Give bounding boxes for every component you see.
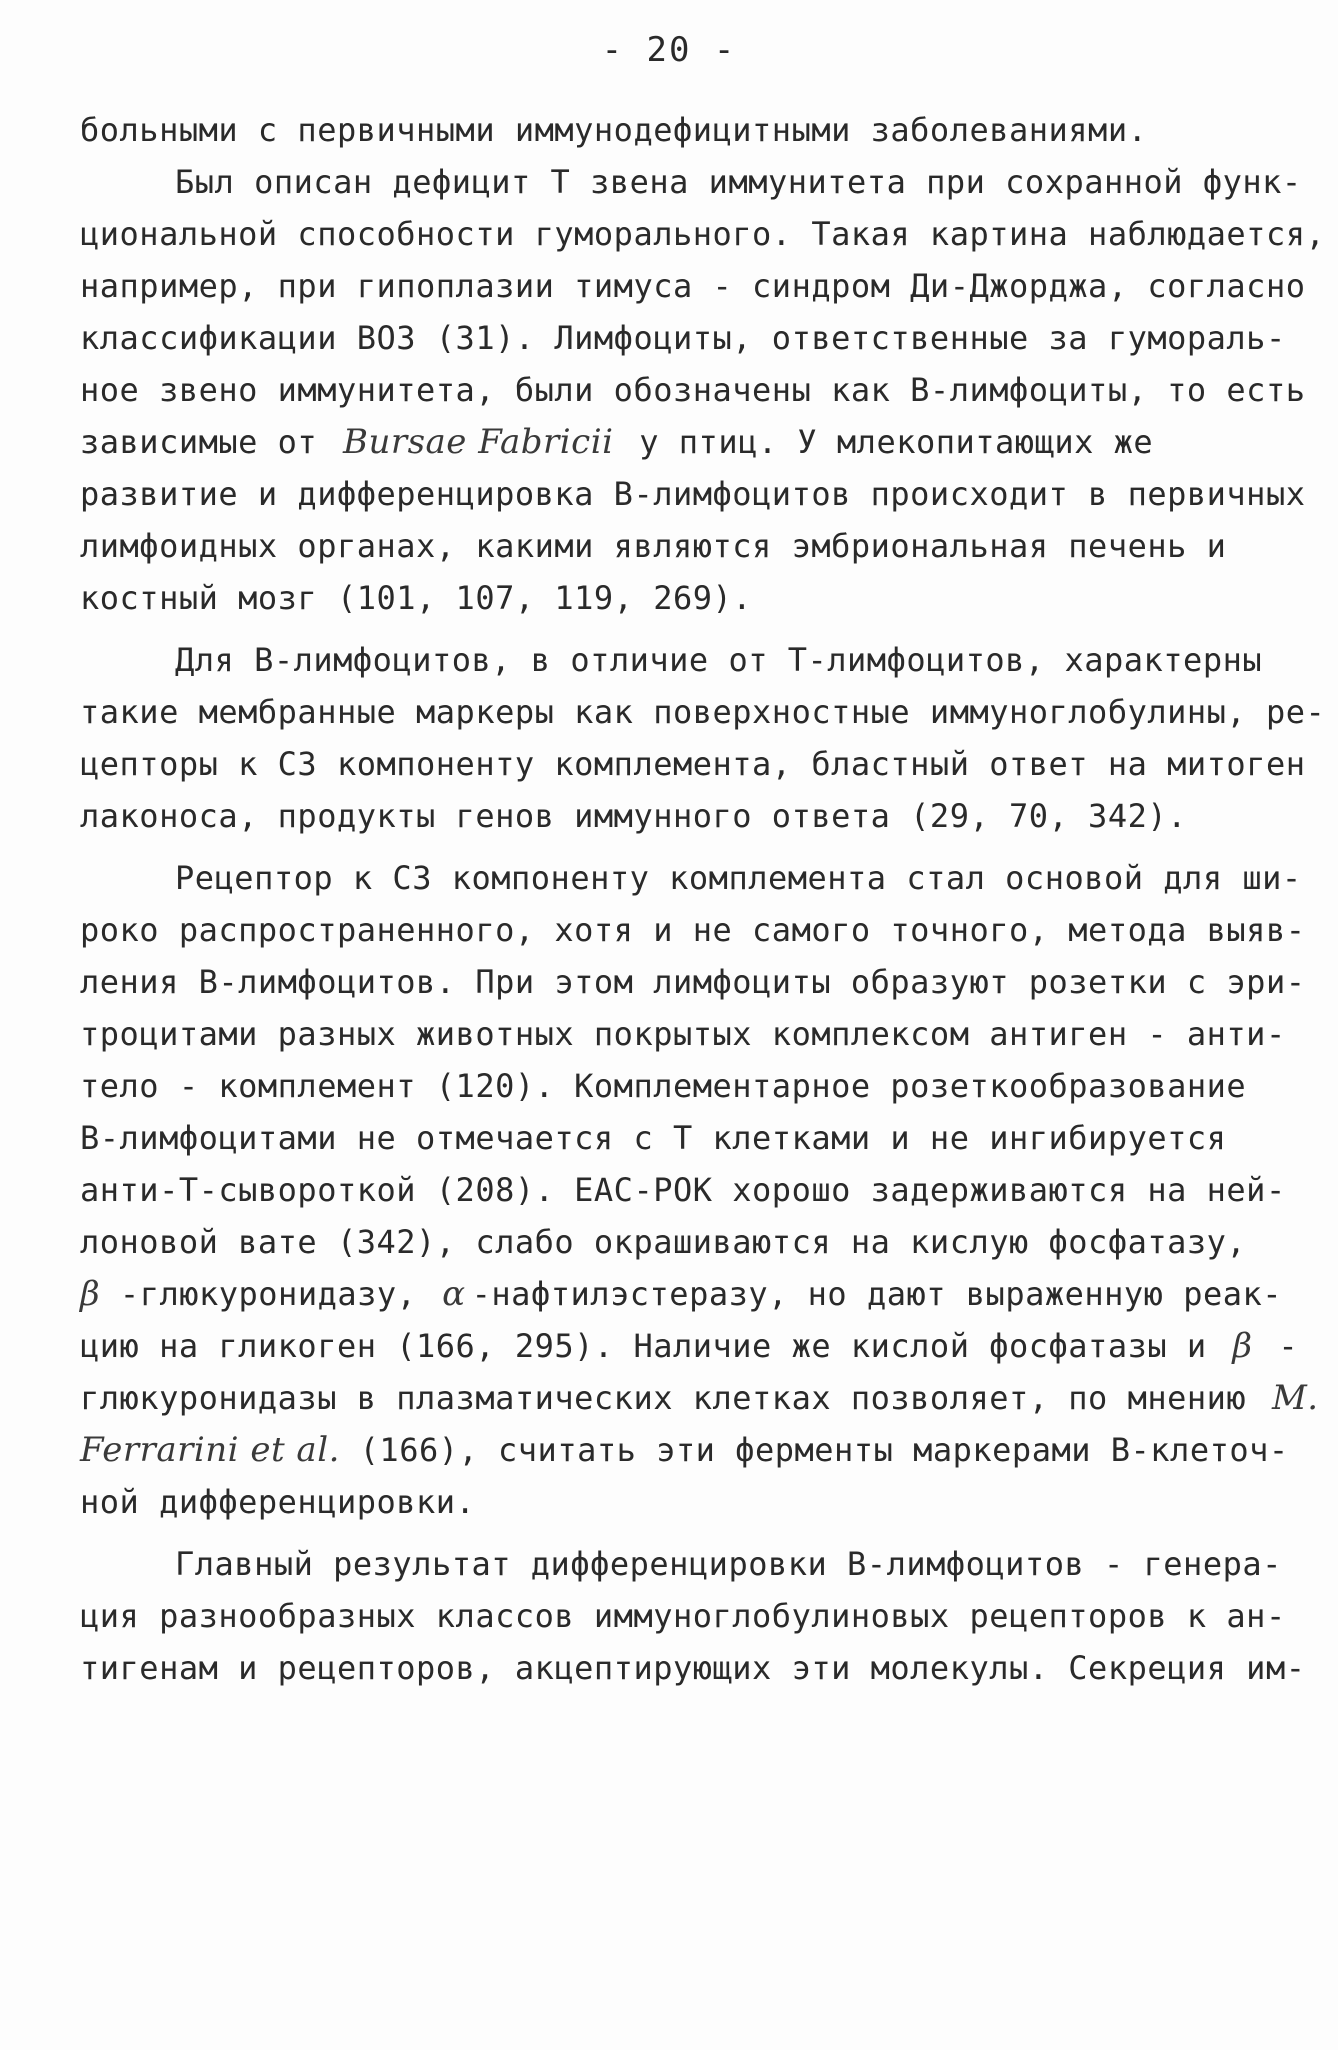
text-line: Рецептор к С3 компоненту комплемента стал основой для ши- [175,859,1302,897]
text-line: тигенам и рецепторов, акцептирующих эти молекулы. Секреция им- [80,1649,1306,1687]
handwritten-author-initial: M. [1271,1378,1319,1418]
text-line-with-handwriting [80,1274,1283,1314]
text-line: такие мембранные маркеры как поверхностные иммуноглобулины, ре- [80,693,1326,731]
handwritten-alpha-symbol: α [442,1274,466,1314]
text-fragment: цию на гликоген (166, 295). Наличие же кислой фосфатазы и [80,1327,1207,1365]
page-number: - 20 - [601,30,737,70]
text-line: ления В-лимфоцитов. При этом лимфоциты образуют розетки с эри- [80,963,1306,1001]
text-line: классификации ВОЗ (31). Лимфоциты, ответственные за гумораль- [80,319,1286,357]
text-line: например, при гипоплазии тимуса - синдром Ди-Джорджа, согласно [80,267,1306,305]
text-line: Главный результат дифференцировки В-лимфоцитов - генера- [175,1545,1282,1583]
text-line-with-handwriting [80,1430,1289,1470]
text-line-with-handwriting [80,1378,1319,1418]
text-fragment: зависимые от [80,423,318,461]
text-line: тело - комплемент (120). Комплементарное розеткообразование [80,1067,1247,1105]
text-line: Для В-лимфоцитов, в отличие от Т-лимфоцитов, характерны [175,641,1263,679]
text-line: ция разнообразных классов иммуноглобулиновых рецепторов к ан- [80,1597,1286,1635]
text-line: Был описан дефицит Т звена иммунитета при сохранной функ- [175,163,1302,201]
text-line: роко распространенного, хотя и не самого точного, метода выяв- [80,911,1306,949]
text-fragment: глюкуронидазы в плазматических клетках позволяет, по мнению [80,1379,1247,1417]
text-line: В-лимфоцитами не отмечается с Т клетками и не ингибируется [80,1119,1227,1157]
text-line: ное звено иммунитета, были обозначены как В-лимфоциты, то есть [80,371,1306,409]
text-fragment: -нафтилэстеразу, но дают выраженную реак- [471,1275,1283,1313]
text-line: цепторы к С3 компоненту комплемента, бластный ответ на митоген [80,745,1306,783]
text-fragment: -глюкуронидазу, [119,1275,417,1313]
text-line: лоновой вате (342), слабо окрашиваются на кислую фосфатазу, [80,1223,1247,1261]
text-line: ной дифференцировки. [80,1483,476,1521]
text-line: больными с первичными иммунодефицитными заболеваниями. [80,111,1148,149]
handwritten-beta-symbol: β [80,1274,101,1314]
text-fragment: (166), считать эти ферменты маркерами В-клеточ- [359,1431,1289,1469]
text-fragment: у птиц. У млекопитающих же [639,423,1154,461]
text-line-with-handwriting [80,422,1260,462]
text-line: циональной способности гуморального. Такая картина наблюдается, [80,215,1326,253]
text-line: костный мозг (101, 107, 119, 269). [80,579,753,617]
text-line: лаконоса, продукты генов иммунного ответа (29, 70, 342). [80,797,1187,835]
handwritten-author-name: Ferrarini et al. [80,1430,340,1470]
text-fragment: - [1278,1327,1299,1365]
text-line: анти-Т-сывороткой (208). ЕАС-РОК хорошо задерживаются на ней- [80,1171,1286,1209]
text-line: развитие и дифференцировка В-лимфоцитов происходит в первичных [80,475,1306,513]
text-line: лимфоидных органах, какими являются эмбриональная печень и [80,527,1227,565]
handwritten-term-bursa: Bursae Fabricii [342,422,614,462]
text-line-with-handwriting [80,1326,1299,1366]
handwritten-beta-symbol: β [1232,1326,1253,1366]
text-line: троцитами разных животных покрытых комплексом антиген - анти- [80,1015,1286,1053]
